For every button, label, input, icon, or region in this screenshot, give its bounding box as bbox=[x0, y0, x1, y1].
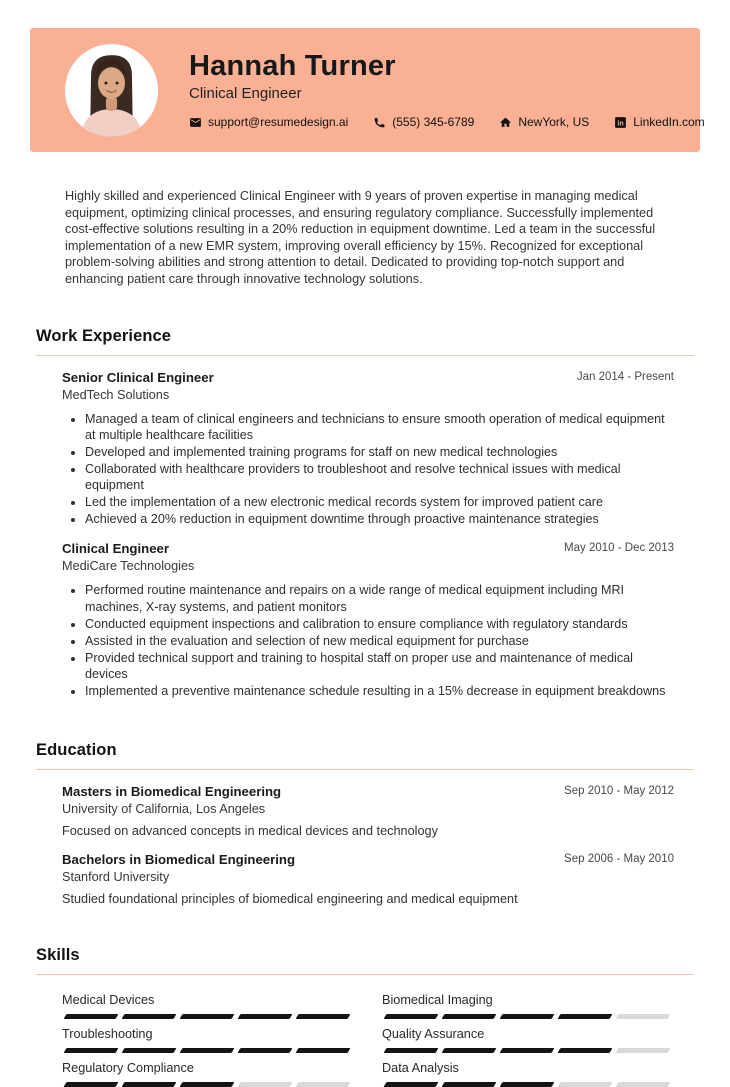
contact-phone bbox=[373, 115, 474, 129]
avatar-portrait-graphic bbox=[65, 44, 158, 137]
skill-level-bar bbox=[62, 1014, 352, 1019]
skill-segment-filled bbox=[558, 1014, 613, 1019]
skill-level-bar bbox=[382, 1082, 672, 1087]
work-job-entry bbox=[62, 541, 674, 699]
school-name: University of California, Los Angeles bbox=[62, 802, 266, 817]
resume-header bbox=[30, 28, 705, 152]
job-date: Jan 2014 - Present bbox=[576, 370, 674, 383]
job-title: Senior Clinical Engineer bbox=[62, 369, 214, 385]
resume-page bbox=[0, 28, 730, 1076]
degree-title: Masters in Biomedical Engineering bbox=[62, 784, 282, 800]
section-divider bbox=[36, 769, 694, 770]
skill-segment-filled bbox=[122, 1082, 177, 1087]
job-title: Clinical Engineer bbox=[62, 541, 169, 557]
job-bullet-list bbox=[62, 411, 674, 528]
contact-row bbox=[189, 115, 705, 129]
skill-item bbox=[62, 993, 352, 1019]
summary-text: Highly skilled and experienced Clinical Engineer with 9 years of proven expertise in managing medical equipment, optimizing clinical processes, and ensuring regulatory compliance. Successfully implemented cost-effective solutions resulting in a 20% reduction in equipment downtime. Led a team in the successful implementation of a new EMR system, improving overall efficiency by 15%. Recognized for exceptional problem-solving abilities and strong attention to detail. Dedicated to providing top-notch support and enhancing patient care through innovative technology solutions. bbox=[65, 189, 656, 286]
skill-segment-filled bbox=[558, 1048, 613, 1053]
education-description: Focused on advanced concepts in medical devices and technology bbox=[62, 824, 438, 839]
skill-item bbox=[62, 1027, 352, 1053]
contact-location-text: NewYork, US bbox=[518, 115, 590, 130]
person-title: Clinical Engineer bbox=[189, 85, 302, 103]
section-divider bbox=[36, 974, 694, 975]
education-entry bbox=[62, 784, 674, 838]
skill-item bbox=[62, 1061, 352, 1087]
skill-level-bar bbox=[382, 1048, 672, 1053]
education-description: Studied foundational principles of biomedical engineering and medical equipment bbox=[62, 892, 518, 907]
job-bullet: • Conducted equipment inspections and calibration to ensure compliance with regulatory standards bbox=[85, 616, 674, 632]
skill-level-bar bbox=[382, 1014, 672, 1019]
education-date: Sep 2010 - May 2012 bbox=[564, 785, 674, 798]
degree-title: Bachelors in Biomedical Engineering bbox=[62, 852, 296, 868]
job-bullet-list bbox=[62, 582, 674, 699]
skill-segment-filled bbox=[238, 1014, 293, 1019]
skill-segment-filled bbox=[180, 1014, 235, 1019]
skill-label: Quality Assurance bbox=[382, 1027, 485, 1042]
skill-label: Regulatory Compliance bbox=[62, 1061, 194, 1076]
skill-segment-filled bbox=[384, 1048, 439, 1053]
skills-section bbox=[36, 946, 694, 1087]
job-date: May 2010 - Dec 2013 bbox=[564, 542, 674, 555]
section-divider bbox=[36, 355, 694, 356]
skill-segment-filled bbox=[122, 1048, 177, 1053]
job-bullet: • Performed routine maintenance and repairs on a wide range of medical equipment including MRI machines, X-ray systems, and patient monitors bbox=[85, 582, 674, 615]
school-name: Stanford University bbox=[62, 870, 170, 885]
job-bullet: • Managed a team of clinical engineers and technicians to ensure smooth operation of medical equipment at multiple healthcare facilities bbox=[85, 411, 674, 444]
skill-segment-empty bbox=[238, 1082, 293, 1087]
skill-level-bar bbox=[62, 1048, 352, 1053]
contact-phone-text: (555) 345-6789 bbox=[392, 115, 475, 130]
skill-segment-filled bbox=[442, 1048, 497, 1053]
skill-segment-filled bbox=[238, 1048, 293, 1053]
email-icon bbox=[189, 116, 202, 129]
skill-item bbox=[382, 1027, 672, 1053]
education-entry bbox=[62, 852, 674, 906]
skills-grid bbox=[62, 985, 672, 1087]
skill-segment-filled bbox=[500, 1014, 555, 1019]
job-company: MedTech Solutions bbox=[62, 387, 170, 402]
skill-segment-filled bbox=[384, 1082, 439, 1087]
education-date: Sep 2006 - May 2010 bbox=[564, 853, 674, 866]
skill-segment-filled bbox=[500, 1082, 555, 1087]
linkedin-icon bbox=[614, 116, 627, 129]
skill-label: Data Analysis bbox=[382, 1061, 459, 1076]
skill-segment-filled bbox=[296, 1048, 351, 1053]
skill-item bbox=[382, 993, 672, 1019]
contact-email bbox=[189, 115, 348, 129]
skill-segment-filled bbox=[442, 1082, 497, 1087]
skill-segment-filled bbox=[180, 1048, 235, 1053]
work-job-entry bbox=[62, 370, 674, 528]
contact-linkedin bbox=[614, 115, 704, 129]
contact-email-text: support@resumedesign.ai bbox=[208, 115, 349, 130]
education-section bbox=[36, 741, 694, 906]
skill-label: Troubleshooting bbox=[62, 1027, 153, 1042]
section-heading-work: Work Experience bbox=[36, 326, 172, 345]
education-list bbox=[62, 784, 674, 906]
skill-segment-filled bbox=[180, 1082, 235, 1087]
skill-label: Medical Devices bbox=[62, 993, 155, 1008]
skill-segment-filled bbox=[122, 1014, 177, 1019]
avatar bbox=[65, 44, 158, 137]
skill-label: Biomedical Imaging bbox=[382, 993, 493, 1008]
skill-segment-empty bbox=[296, 1082, 351, 1087]
job-bullet: • Provided technical support and training to hospital staff on proper use and maintenance of medical devices bbox=[85, 650, 674, 683]
skill-segment-empty bbox=[616, 1014, 671, 1019]
skill-segment-empty bbox=[616, 1048, 671, 1053]
job-bullet: • Collaborated with healthcare providers to troubleshoot and resolve technical issues with medical equipment bbox=[85, 461, 674, 494]
job-bullet: • Assisted in the evaluation and selection of new medical equipment for purchase bbox=[85, 633, 674, 649]
job-bullet: • Achieved a 20% reduction in equipment downtime through proactive maintenance strategies bbox=[85, 511, 674, 527]
phone-icon bbox=[373, 116, 386, 129]
skill-segment-filled bbox=[384, 1014, 439, 1019]
contact-linkedin-text: LinkedIn.com bbox=[633, 115, 705, 130]
job-company: MediCare Technologies bbox=[62, 559, 195, 574]
header-text bbox=[189, 51, 705, 129]
job-bullet: • Led the implementation of a new electronic medical records system for improved patient care bbox=[85, 494, 674, 510]
work-experience-section bbox=[36, 327, 694, 700]
svg-text:in: in bbox=[617, 120, 624, 128]
skill-item bbox=[382, 1061, 672, 1087]
skill-segment-empty bbox=[616, 1082, 671, 1087]
work-job-list bbox=[62, 370, 674, 700]
person-name: Hannah Turner bbox=[189, 49, 396, 82]
contact-location bbox=[499, 115, 589, 129]
skill-segment-filled bbox=[64, 1014, 119, 1019]
home-icon bbox=[499, 116, 512, 129]
job-bullet: • Developed and implemented training programs for staff on new medical technologies bbox=[85, 444, 674, 460]
skill-segment-filled bbox=[500, 1048, 555, 1053]
job-bullet: • Implemented a preventive maintenance schedule resulting in a 15% decrease in equipment breakdowns bbox=[85, 683, 674, 699]
skill-segment-empty bbox=[558, 1082, 613, 1087]
section-heading-skills: Skills bbox=[36, 946, 80, 965]
skill-segment-filled bbox=[442, 1014, 497, 1019]
section-heading-education: Education bbox=[36, 741, 117, 760]
skill-segment-filled bbox=[64, 1082, 119, 1087]
skill-level-bar bbox=[62, 1082, 352, 1087]
skill-segment-filled bbox=[296, 1014, 351, 1019]
skill-segment-filled bbox=[64, 1048, 119, 1053]
